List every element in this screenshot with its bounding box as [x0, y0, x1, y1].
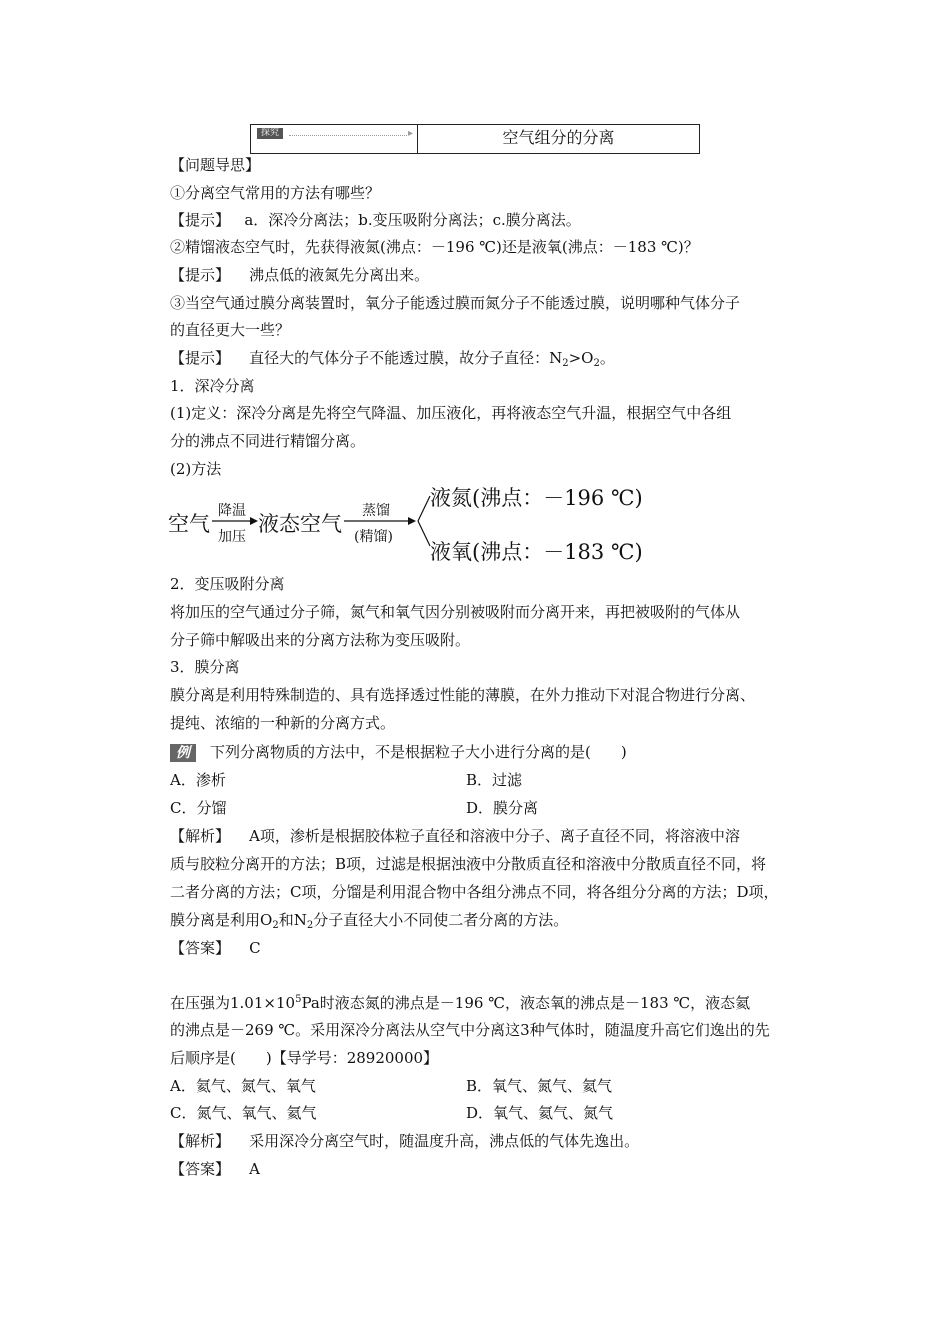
section-1-definition-line1: (1)定义：深冷分离是先将空气降温、加压液化，再将液态空气升温，根据空气中各组	[170, 404, 732, 422]
practice-option-a: A．氦气、氮气、氧气	[170, 1077, 316, 1095]
example-analysis-line1: 【解析】 A项，渗析是根据胶体粒子直径和溶液中分子、离子直径不同，将溶液中溶	[170, 827, 740, 845]
example-option-b: B．过滤	[466, 771, 523, 789]
dotted-arrow-icon	[289, 135, 407, 138]
practice-line2: 的沸点是－269 ℃。采用深冷分离法从空气中分离这3种气体时，随温度升高它们逸出的先	[170, 1021, 770, 1039]
hint-text: a．深冷分离法；b.变压吸附分离法；c.膜分离法。	[244, 211, 581, 229]
example-analysis-line2: 质与胶粒分离开的方法；B项，过滤是根据浊液中分散质直径和溶液中分散质直径不同，将	[170, 855, 767, 873]
example-answer: 【答案】 C	[170, 939, 261, 957]
hint-label: 【提示】	[170, 211, 231, 229]
section-1-definition-line2: 分的沸点不同进行精馏分离。	[170, 432, 366, 450]
question-1: ①分离空气常用的方法有哪些？	[170, 184, 381, 202]
pressurize-label: 加压	[218, 529, 246, 545]
section-3-line2: 提纯、浓缩的一种新的分离方式。	[170, 714, 396, 732]
section-2-title: 2．变压吸附分离	[170, 575, 285, 593]
question-2: ②精馏液态空气时，先获得液氮(沸点：－196 ℃)还是液氧(沸点：－183 ℃)？	[170, 238, 699, 256]
answer-label: 【答案】	[170, 1160, 231, 1178]
separation-flow-diagram	[168, 482, 648, 572]
section-3-title: 3．膜分离	[170, 658, 240, 676]
air-label: 空气	[168, 512, 210, 536]
section-title: 空气组分的分离	[502, 128, 615, 147]
section-2-line2: 分子筛中解吸出来的分离方法称为变压吸附。	[170, 631, 471, 649]
question-3-line1: ③当空气通过膜分离装置时，氧分子能透过膜而氮分子不能透过膜，说明哪种气体分子	[170, 294, 741, 312]
section-1-title: 1．深冷分离	[170, 377, 255, 395]
question-1-hint	[170, 210, 581, 230]
practice-line3: 后顺序是( )【导学号：28920000】	[170, 1049, 439, 1067]
question-3-line2: 的直径更大一些？	[170, 321, 291, 339]
example-question: 例 下列分离物质的方法中，不是根据粒子大小进行分离的是( )	[170, 742, 627, 762]
practice-option-b: B．氧气、氮气、氦气	[466, 1077, 613, 1095]
analysis-label: 【解析】	[170, 1132, 231, 1150]
example-analysis-line4: 膜分离是利用$O_2$和$N_2$分子直径大小不同使二者分离的方法。	[170, 911, 569, 931]
cool-label: 降温	[218, 503, 246, 519]
example-option-a: A．渗析	[170, 771, 226, 789]
section-header-tag-cell	[251, 125, 418, 153]
analysis-label: 【解析】	[170, 827, 231, 845]
practice-option-d: D．氧气、氦气、氮气	[466, 1104, 614, 1122]
liquid-nitrogen-label: 液氮(沸点：－196 ℃)	[430, 486, 643, 510]
answer-label: 【答案】	[170, 939, 231, 957]
rectify-label: (精馏)	[354, 529, 393, 545]
liquid-oxygen-label: 液氧(沸点：－183 ℃)	[430, 540, 643, 564]
question-3-hint: 【提示】 直径大的气体分子不能透过膜，故分子直径：$N_2>O_2$。	[170, 349, 615, 369]
example-option-c: C．分馏	[170, 799, 227, 817]
example-analysis-line3: 二者分离的方法；C项，分馏是利用混合物中各组分沸点不同，将各组分分离的方法；D项，	[170, 883, 779, 901]
example-option-d: D．膜分离	[466, 799, 539, 817]
question-2-hint	[170, 265, 429, 285]
distill-label: 蒸馏	[362, 503, 390, 519]
liquid-air-label: 液态空气	[258, 512, 342, 536]
section-1-method: (2)方法	[170, 460, 222, 478]
practice-option-c: C．氮气、氧气、氦气	[170, 1104, 317, 1122]
hint-text: 沸点低的液氮先分离出来。	[249, 266, 430, 284]
example-tag: 例	[170, 744, 196, 762]
hint-label: 【提示】	[170, 349, 231, 367]
hint-label: 【提示】	[170, 266, 231, 284]
practice-answer: 【答案】 A	[170, 1160, 260, 1178]
section-2-line1: 将加压的空气通过分子筛，氮气和氧气因分别被吸附而分离开来，再把被吸附的气体从	[170, 603, 741, 621]
practice-analysis: 【解析】 采用深冷分离空气时，随温度升高，沸点低的气体先逸出。	[170, 1132, 640, 1150]
explore-tag: 探究	[257, 128, 283, 139]
question-guide-heading: 【问题导思】	[170, 156, 261, 174]
section-3-line1: 膜分离是利用特殊制造的、具有选择透过性能的薄膜，在外力推动下对混合物进行分离、	[170, 686, 756, 704]
section-header	[250, 124, 700, 154]
practice-line1: 在压强为$1.01\times 10^5Pa$时液态氮的沸点是－196 ℃，液态氧的沸点是－183 ℃，液态氦	[170, 994, 751, 1012]
